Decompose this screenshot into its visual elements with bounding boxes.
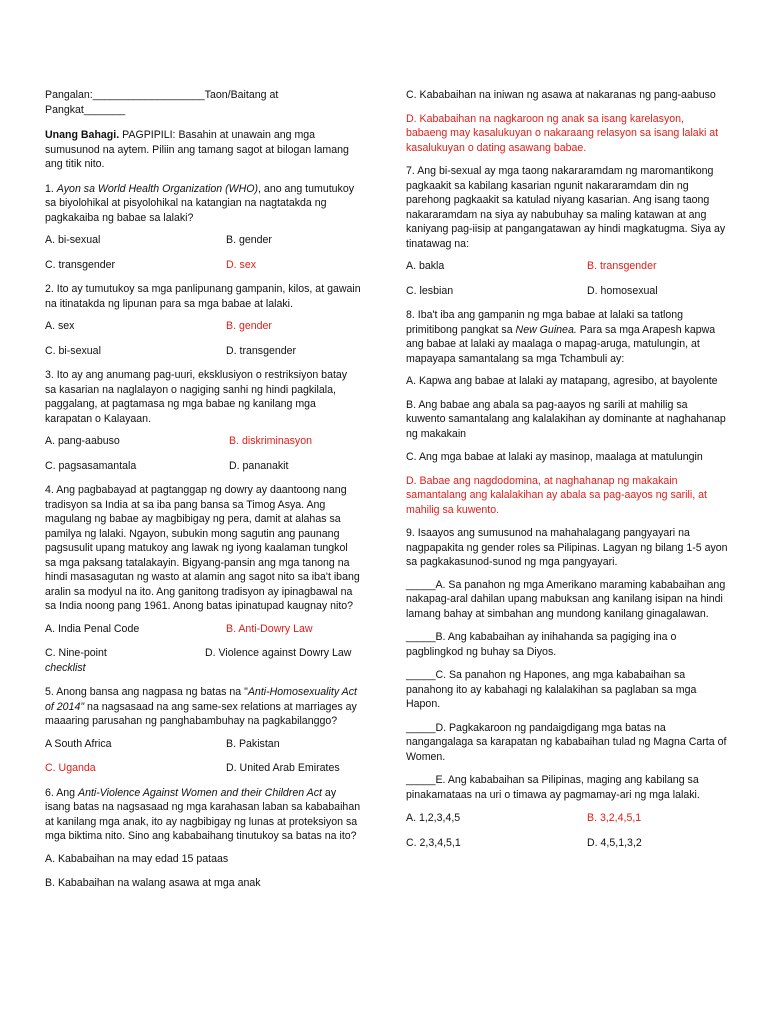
ordering-item[interactable]: _____D. Pagkakaroon ng pandaigdigang mga batas na nangangalaga sa karapatan ng kababaihan tulad ng Magna Carta of Women. bbox=[406, 721, 727, 763]
option[interactable]: C. 2,3,4,5,1 bbox=[406, 836, 461, 849]
question-9-options bbox=[406, 811, 728, 850]
question-1: 1. Ayon sa World Health Organization (WHO), ano ang tumutukoy sa biyolohikal at pisyolohikal na katangian na nagtatakda ng pagkakaiba ng babae sa lalaki? bbox=[45, 182, 355, 224]
question-8: 8. Iba't iba ang gampanin ng mga babae at lalaki sa tatlong primitibong pangkat sa New Guinea. Para sa mga Arapesh kapwa ang babae at lalaki ay maalaga o mapag-aruga, matulungin, at mapayapa samantalang sa mga Tchambuli ay: bbox=[406, 309, 716, 365]
option[interactable]: A. sex bbox=[45, 320, 75, 332]
option[interactable]: D. Violence against Dowry Law bbox=[205, 647, 352, 659]
answer-option[interactable]: B. diskriminasyon bbox=[229, 435, 313, 447]
left-column bbox=[45, 88, 361, 901]
answer-option[interactable]: D. Kababaihan na nagkaroon ng anak sa isang karelasyon, babaeng may kasalukuyan o nakaraang relasyon sa isang lalaki at kasalukuyan o dating asawang babae. bbox=[406, 112, 719, 154]
question-4-options bbox=[45, 622, 361, 676]
option[interactable]: C. lesbian bbox=[406, 284, 454, 297]
option[interactable]: B. Pakistan bbox=[226, 737, 280, 750]
question-3-options bbox=[45, 434, 361, 473]
question-7-options bbox=[406, 259, 728, 298]
instructions: Unang Bahagi. PAGPIPILI: Basahin at unawain ang mga sumusunod na aytem. Piliin ang tamang sagot at bilogan lamang ang titik nito. bbox=[45, 129, 349, 170]
answer-option[interactable]: D. sex bbox=[226, 258, 257, 271]
option[interactable]: A. Kababaihan na may edad 15 pataas bbox=[45, 852, 229, 865]
question-2: 2. Ito ay tumutukoy sa mga panlipunang gampanin, kilos, at gawain na itinatakda ng lipunan para sa mga babae at lalaki. bbox=[45, 283, 361, 310]
answer-option[interactable]: D. Babae ang nagdodomina, at naghahanap ng makakain samantalang ang kalalakihan ay abala sa pag-aayos ng sarili, at mahilig sa kuwento. bbox=[406, 474, 707, 516]
option[interactable]: D. 4,5,1,3,2 bbox=[587, 836, 642, 849]
question-7: 7. Ang bi-sexual ay mga taong nakararamdam ng maromantikong pagkaakit sa kabilang kasarian ngunit nakararamdam din ng parehong pagkaakit sa katulad niyang kasarian. Ang isang taong nakararamdam na siya ay nabubuhay sa maling katawan at ang kaniyang pag-iisip at pangangatawan ay hindi magkatugma. Siya ay tinatawag na: bbox=[406, 165, 726, 250]
option[interactable]: D. pananakit bbox=[229, 459, 289, 472]
option[interactable]: C. pagsasamantala bbox=[45, 459, 137, 472]
ordering-item[interactable]: _____B. Ang kababaihan ay inihahanda sa pagiging ina o pagblingkod ng buhay sa Diyos. bbox=[406, 631, 677, 658]
question-2-options bbox=[45, 319, 361, 358]
option[interactable]: B. Ang babae ang abala sa pag-aayos ng sarili at mahilig sa kuwento samantalang ang kalalakihan ay dominante at naghahanap ng makakain bbox=[406, 398, 726, 440]
option[interactable]: A. pang-aabuso bbox=[45, 435, 120, 447]
option[interactable]: A. Kapwa ang babae at lalaki ay matapang, agresibo, at bayolente bbox=[406, 375, 718, 387]
option[interactable]: B. gender bbox=[226, 234, 272, 246]
answer-option[interactable]: B. 3,2,4,5,1 bbox=[587, 812, 642, 824]
option[interactable]: D. transgender bbox=[226, 344, 297, 357]
option[interactable]: C. Kababaihan na iniwan ng asawa at nakaranas ng pang-aabuso bbox=[406, 89, 716, 101]
ordering-item[interactable]: _____C. Sa panahon ng Hapones, ang mga kababaihan sa panahong ito ay kabahagi ng kalalakihan sa paglaban sa mga Hapon. bbox=[406, 669, 697, 710]
name-line: Pangalan:___________________Taon/Baitang at Pangkat_______ bbox=[45, 89, 279, 116]
option[interactable]: A. bi-sexual bbox=[45, 234, 101, 246]
question-5-options bbox=[45, 737, 361, 776]
answer-option[interactable]: C. Uganda bbox=[45, 762, 96, 774]
option[interactable]: A. 1,2,3,4,5 bbox=[406, 812, 461, 824]
question-3: 3. Ito ay ang anumang pag-uuri, eksklusiyon o restriksiyon batay sa kasarian na naglalayon o nagiging sanhi ng hindi pagkilala, paggalang, at pagtamasa ng mga babae ng kanilang mga karapatan o Kalayaan. bbox=[45, 369, 348, 425]
option[interactable]: D. homosexual bbox=[587, 284, 658, 297]
question-6: 6. Ang Anti-Violence Against Women and their Children Act ay isang batas na nagsasaad ng mga karahasan laban sa kababaihan at kanilang mga anak, ito ay nagbibigay ng lunas at proteksiyon sa mga biktima nito. Sino ang kababaihang tinutukoy sa batas na ito? bbox=[45, 786, 361, 842]
question-1-options bbox=[45, 233, 361, 272]
question-4: 4. Ang pagbabayad at pagtanggap ng dowry ay daantoong nang tradisyon sa India at sa iba pang bansa sa Timog Asya. Ang magulang ng babae ay magbibigay ng pera, damit at alahas sa pamilya ng lalaki. Ngayon, subukin mong sagutin ang paunang pagsusulit upang matukoy ang lawak ng iyong kaalaman tungkol sa mga paksang tatalakayin. Bigyang-pansin ang mga tanong na hindi masasagutan ng wasto at alamin ang sagot nito sa iba't ibang aralin sa modyul na ito. Ang ganitong tradisyon ay ipinagbawal na sa India noong pang 1961. Anong batas ipinatupad kaugnay nito? bbox=[45, 484, 360, 612]
option[interactable]: C. Ang mga babae at lalaki ay masinop, maalaga at matulungin bbox=[406, 451, 703, 463]
option[interactable]: D. United Arab Emirates bbox=[226, 762, 340, 774]
option[interactable]: C. bi-sexual bbox=[45, 344, 101, 357]
option[interactable]: C. Nine-point checklist bbox=[45, 647, 107, 674]
option[interactable]: C. transgender bbox=[45, 258, 116, 271]
answer-option[interactable]: B. Anti-Dowry Law bbox=[226, 622, 313, 635]
question-5: 5. Anong bansa ang nagpasa ng batas na "Anti-Homosexuality Act of 2014" na nagsasaad na ang same-sex relations at marriages ay maaaring parusahan ng panghabambuhay na pagkabilanggo? bbox=[45, 686, 357, 727]
question-9: 9. Isaayos ang sumusunod na mahahalagang pangyayari na nagpapakita ng gender roles sa Pilipinas. Lagyan ng bilang 1-5 ayon sa pagkakasunod-sunod ng mga pangyayari. bbox=[406, 527, 728, 568]
ordering-item[interactable]: _____A. Sa panahon ng mga Amerikano maraming kababaihan ang nakapag-aral dahilan upang mabuksan ang kanilang isipan na hindi lamang bahay at simbahan ang mundong kanilang ginagalawan. bbox=[406, 578, 726, 620]
ordering-item[interactable]: _____E. Ang kababaihan sa Pilipinas, maging ang kabilang sa pinakamataas na uri o timawa ay pagmamay-ari ng mga lalaki. bbox=[406, 774, 700, 801]
option[interactable]: A South Africa bbox=[45, 737, 112, 750]
option[interactable]: A. bakla bbox=[406, 260, 445, 272]
answer-option[interactable]: B. gender bbox=[226, 320, 272, 332]
right-column bbox=[406, 88, 728, 860]
option[interactable]: B. Kababaihan na walang asawa at mga anak bbox=[45, 877, 261, 889]
option[interactable]: A. India Penal Code bbox=[45, 622, 140, 635]
section-title: Unang Bahagi. bbox=[45, 129, 120, 141]
answer-option[interactable]: B. transgender bbox=[587, 260, 657, 272]
